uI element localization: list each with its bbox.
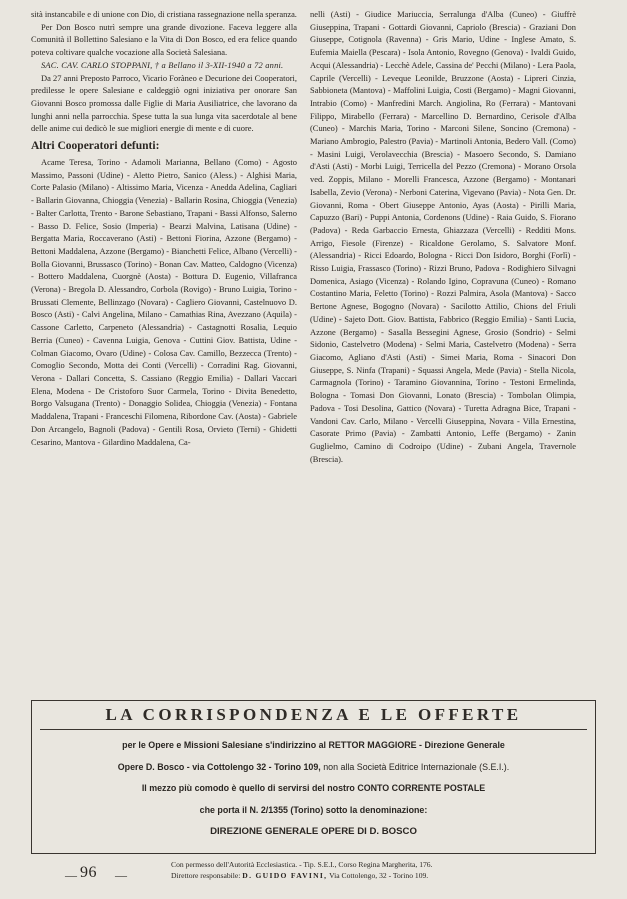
box-address-note: non alla Società Editrice Internazionale (S.E.I.). [323, 761, 510, 772]
section-heading-deceased: Altri Cooperatori defunti: [31, 140, 160, 153]
imprint-address: Via Cottolengo, 32 - Torino 109. [329, 870, 429, 880]
box-line-3: Il mezzo più comodo è quello di servirsi del nostro CONTO CORRENTE POSTALE [141, 783, 486, 794]
box-line-5: DIREZIONE GENERALE OPERE DI D. BOSCO [210, 826, 417, 838]
imprint [171, 860, 596, 881]
obituary-paragraph-devotion: Per Don Bosco nutrì sempre una grande divozione. Faceva leggere alla Comunità il Bollettino Salesiano e la Vita di Don Bosco, ed era felice quando poteva coltivare qualche vocazione alla Società Salesiana. [31, 21, 297, 58]
imprint-director-label: Direttore responsabile: [171, 870, 241, 880]
obituary-paragraph-end: sità instancabile e di unione con Dio, di cristiana rassegnazione nella speranza. [31, 9, 297, 19]
correspondence-box [31, 700, 596, 854]
imprint-line-2 [171, 871, 596, 882]
box-line-1: per le Opere e Missioni Salesiane s'indirizzino al RETTOR MAGGIORE - Direzione Generale [122, 740, 505, 750]
imprint-line-1 [171, 860, 596, 871]
box-address: Opere D. Bosco - via Cottolengo 32 - Torino 109, [117, 761, 321, 772]
deceased-list-part1: Acame Teresa, Torino - Adamoli Marianna, Bellano (Como) - Agosto Massimo, Passoni (Udine) - Aletto Pietro, Sanico (Aless.) - Alghisi Maria, Corte Palasio (Milano) - Altissimo Maria, Vicenza - Anedda Adelina, Cagliari - Ballarin Giovanna, Chioggia (Venezia) - Ballarin Rosina, Chioggia (Venezia) - Balter Carlotta, Trento - Barone Sebastiano, Trapani - Bassi Alfonso, Salerno - Basso D. Felice, Sosio (Imperia) - Bearzi Malvina, Latisana (Udine) - Bergatta Maria, Roccaverano (Asti) - Bettoni Fiorina, Azzone (Bergamo) - Bettoni Maddalena, Azzone (Bergamo) - Bianchetti Felice, Albano (Vercelli) - Bolla Giovanni, Brussasco (Torino) - Bonan Cav. Matteo, Caldogno (Vicenza) - Bottero Maddalena, Cuorgnè (Aosta) - Bottura D. Eugenio, Villafranca (Verona) - Bregola D. Alessandro, Corbola (Rovigo) - Bruno Luigia, Torino - Brussati Clemente, Bellinzago (Novara) - Cagliero Giovanni, Castelnuovo D. Bosco (Asti) - Calvi Angelina, Milano - Camathias Rina, Avezzano (Aquila) - Cassone Carletto, Carpeneto (Alessandria) - Castagnotti Rosalia, Lequio Berria (Cuneo) - Cavenna Luigia, Genova - Cuttini Giov. Battista, Udine - Colman Giacomo, Ovaro (Udine) - Colosa Cav. Camillo, Bezzecca (Trento) - Comoglio Secondo, Motta dei Conti (Vercelli) - Corradini Rag. Giovanni, Verona - Dallari Concetta, S. Cassiano (Reggio Emilia) - Dallari Vaccari Elena, Modena - De Cristoforo Suor Carmela, Torino - Divita Benedetto, Borgo Valsugana (Trento) - Donaggio Solidea, Chioggia (Venezia) - Fontana Maddalena, Trapani - Franceschi Filomena, Ribordone Cav. (Aosta) - Gabriele Don Arcangelo, Bagnoli (Padova) - Gentili Rosa, Orvieto (Terni) - Ghidetti Cesarino, Mantova - Gilardino Maddalena, Ca- [31, 157, 297, 447]
imprint-director-name: D. GUIDO FAVINI, [242, 870, 328, 880]
page-footer [31, 858, 594, 888]
left-column [31, 8, 297, 448]
box-divider [40, 729, 587, 730]
obituary-heading-stoppani: SAC. CAV. CARLO STOPPANI, † a Bellano il 3-XII-1940 a 72 anni. [41, 59, 284, 70]
box-title: LA CORRISPONDENZA E LE OFFERTE [105, 705, 522, 724]
box-line-2 [42, 757, 585, 779]
deceased-list-part2: nelli (Asti) - Giudice Mariuccia, Serralunga d'Alba (Cuneo) - Giuffrè Giuseppina, Trapani - Gottardi Giovanni, Capriolo (Brescia) - Graziani Don Giuseppe, Cotignola (Ravenna) - Gris Mario, Udine - Inglese Amato, S. Eufemia Maiella (Pescara) - Isola Antonio, Rovegno (Genova) - Ivaldi Guido, Acqui (Alessandria) - Lecchè Adele, Cassina de' Pecchi (Milano) - Lera Paola, Caprile (Vercelli) - Leveque Leonilde, Bruzzone (Aosta) - Lipreri Cinzia, Sabbioneta (Mantova) - Maffolini Luigia, Costi (Bergamo) - Magni Giovanni, Intrabio (Como) - Manfredini March. Angiolina, Ro (Ferrara) - Mantovani Filippo, Mirabello (Ferrara) - Marcellino D. Bernardino, Cerisole d'Alba (Cuneo) - Marchis Maria, Torino - Marconi Silene, Soncino (Cremona) - Mariano Ambrogio, Palestro (Pavia) - Martinoli Antonia, Bedero Vall. (Como) - Masini Luigi, Verolavecchia (Brescia) - Masoero Secondo, S. Damiano d'Asti (Asti) - Morbi Luigi, Terricella del Pezzo (Cremona) - Morano Orsola ved. Zoppis, Milano - Morelli Francesca, Azzone (Bergamo) - Montanari Isabella, Zevio (Verona) - Nerboni Caterina, Vigevano (Pavia) - Nota Gen. Dr. Giovanni, Roma - Obert Giuseppe Antonio, Ayas (Aosta) - Pirilli Maria, Capuzzo (Bari) - Puppi Antonia, Cordenons (Udine) - Raia Guido, S. Fiorano (Padova) - Reda Garbaccio Ernesta, Ghiazzaza (Vercelli) - Redditi Mons. Arrigo, Fiesole (Firenze) - Ricaldone Gerolamo, S. Salvatore Monf. (Alessandria) - Ricci Edoardo, Bologna - Ricci Don Isidoro, Borghi (Forlì) - Risso Luigia, Frassasco (Torino) - Rizzi Bruno, Padova - Rodighiero Silvagni Domenica, Asiago (Vicenza) - Rolando Igino, Copravuna (Cuneo) - Romano Costantino Maria, Feletto (Torino) - Rozzi Palmira, Asola (Mantova) - Sacco Bertone Agnese, Bogogno (Novara) - Sacilotto Attilio, Chions del Friuli (Udine) - Sajeto Dott. Giov. Battista, Fabbrico (Reggio Emilia) - Santi Lucia, Azzone (Bergamo) - Sasalla Bessegini Agnese, Grosio (Sondrio) - Selmi Sidonio, Castelvetro (Modena) - Selmi Maria, Castelvetro (Modena) - Serra Giacomo, Agliano d'Asti (Asti) - Simei Maria, Roma - Sinacori Don Giuseppe, S. Ninfa (Trapani) - Squassi Angela, Mede (Pavia) - Stella Nicola, Carmagnola (Torino) - Taramino Giovannina, Torino - Testoni Ermelinda, Bologna - Tomasi Don Giovanni, Lonato (Brescia) - Tombolan Olimpia, Padova - Tosi Desolina, Gattico (Novara) - Turetta Adragna Bice, Trapani - Vandoni Cav. Carlo, Milano - Vercelli Giuseppina, Novara - Villa Ernestina, Casorate Primo (Pavia) - Zambatti Antonio, Leffe (Bergamo) - Zanin Guglielmo, Camino di Codroipo (Udine) - Zubani Angela, Travernole (Brescia). [310, 9, 576, 464]
box-line-4: che porta il N. 2/1355 (Torino) sotto la denominazione: [199, 804, 428, 815]
imprint-printer: - Tip. S.E.I., Corso Regina Margherita, 176. [299, 860, 433, 869]
obituary-paragraph-stoppani: Da 27 anni Preposto Parroco, Vicario Foràneo e Decurione dei Cooperatori, predilesse le opere Salesiane e caldeggiò ogni iniziativa per onorare San Giovanni Bosco promossa dalle Figlie di Maria Ausiliatrice, che lavorano da lunghi anni nella parrocchia. Spese tutta la sua lunga vita sacerdotale al bene delle anime cui dedicò le sue migliori energie di mente e di cuore. [31, 72, 297, 134]
page-number: 96 [80, 864, 97, 881]
right-column [310, 8, 576, 465]
dash-right: — [115, 868, 127, 882]
box-body [42, 735, 585, 843]
imprint-permission: Con permesso dell'Autorità Ecclesiastica. [171, 860, 298, 869]
dash-left: — [65, 868, 77, 882]
